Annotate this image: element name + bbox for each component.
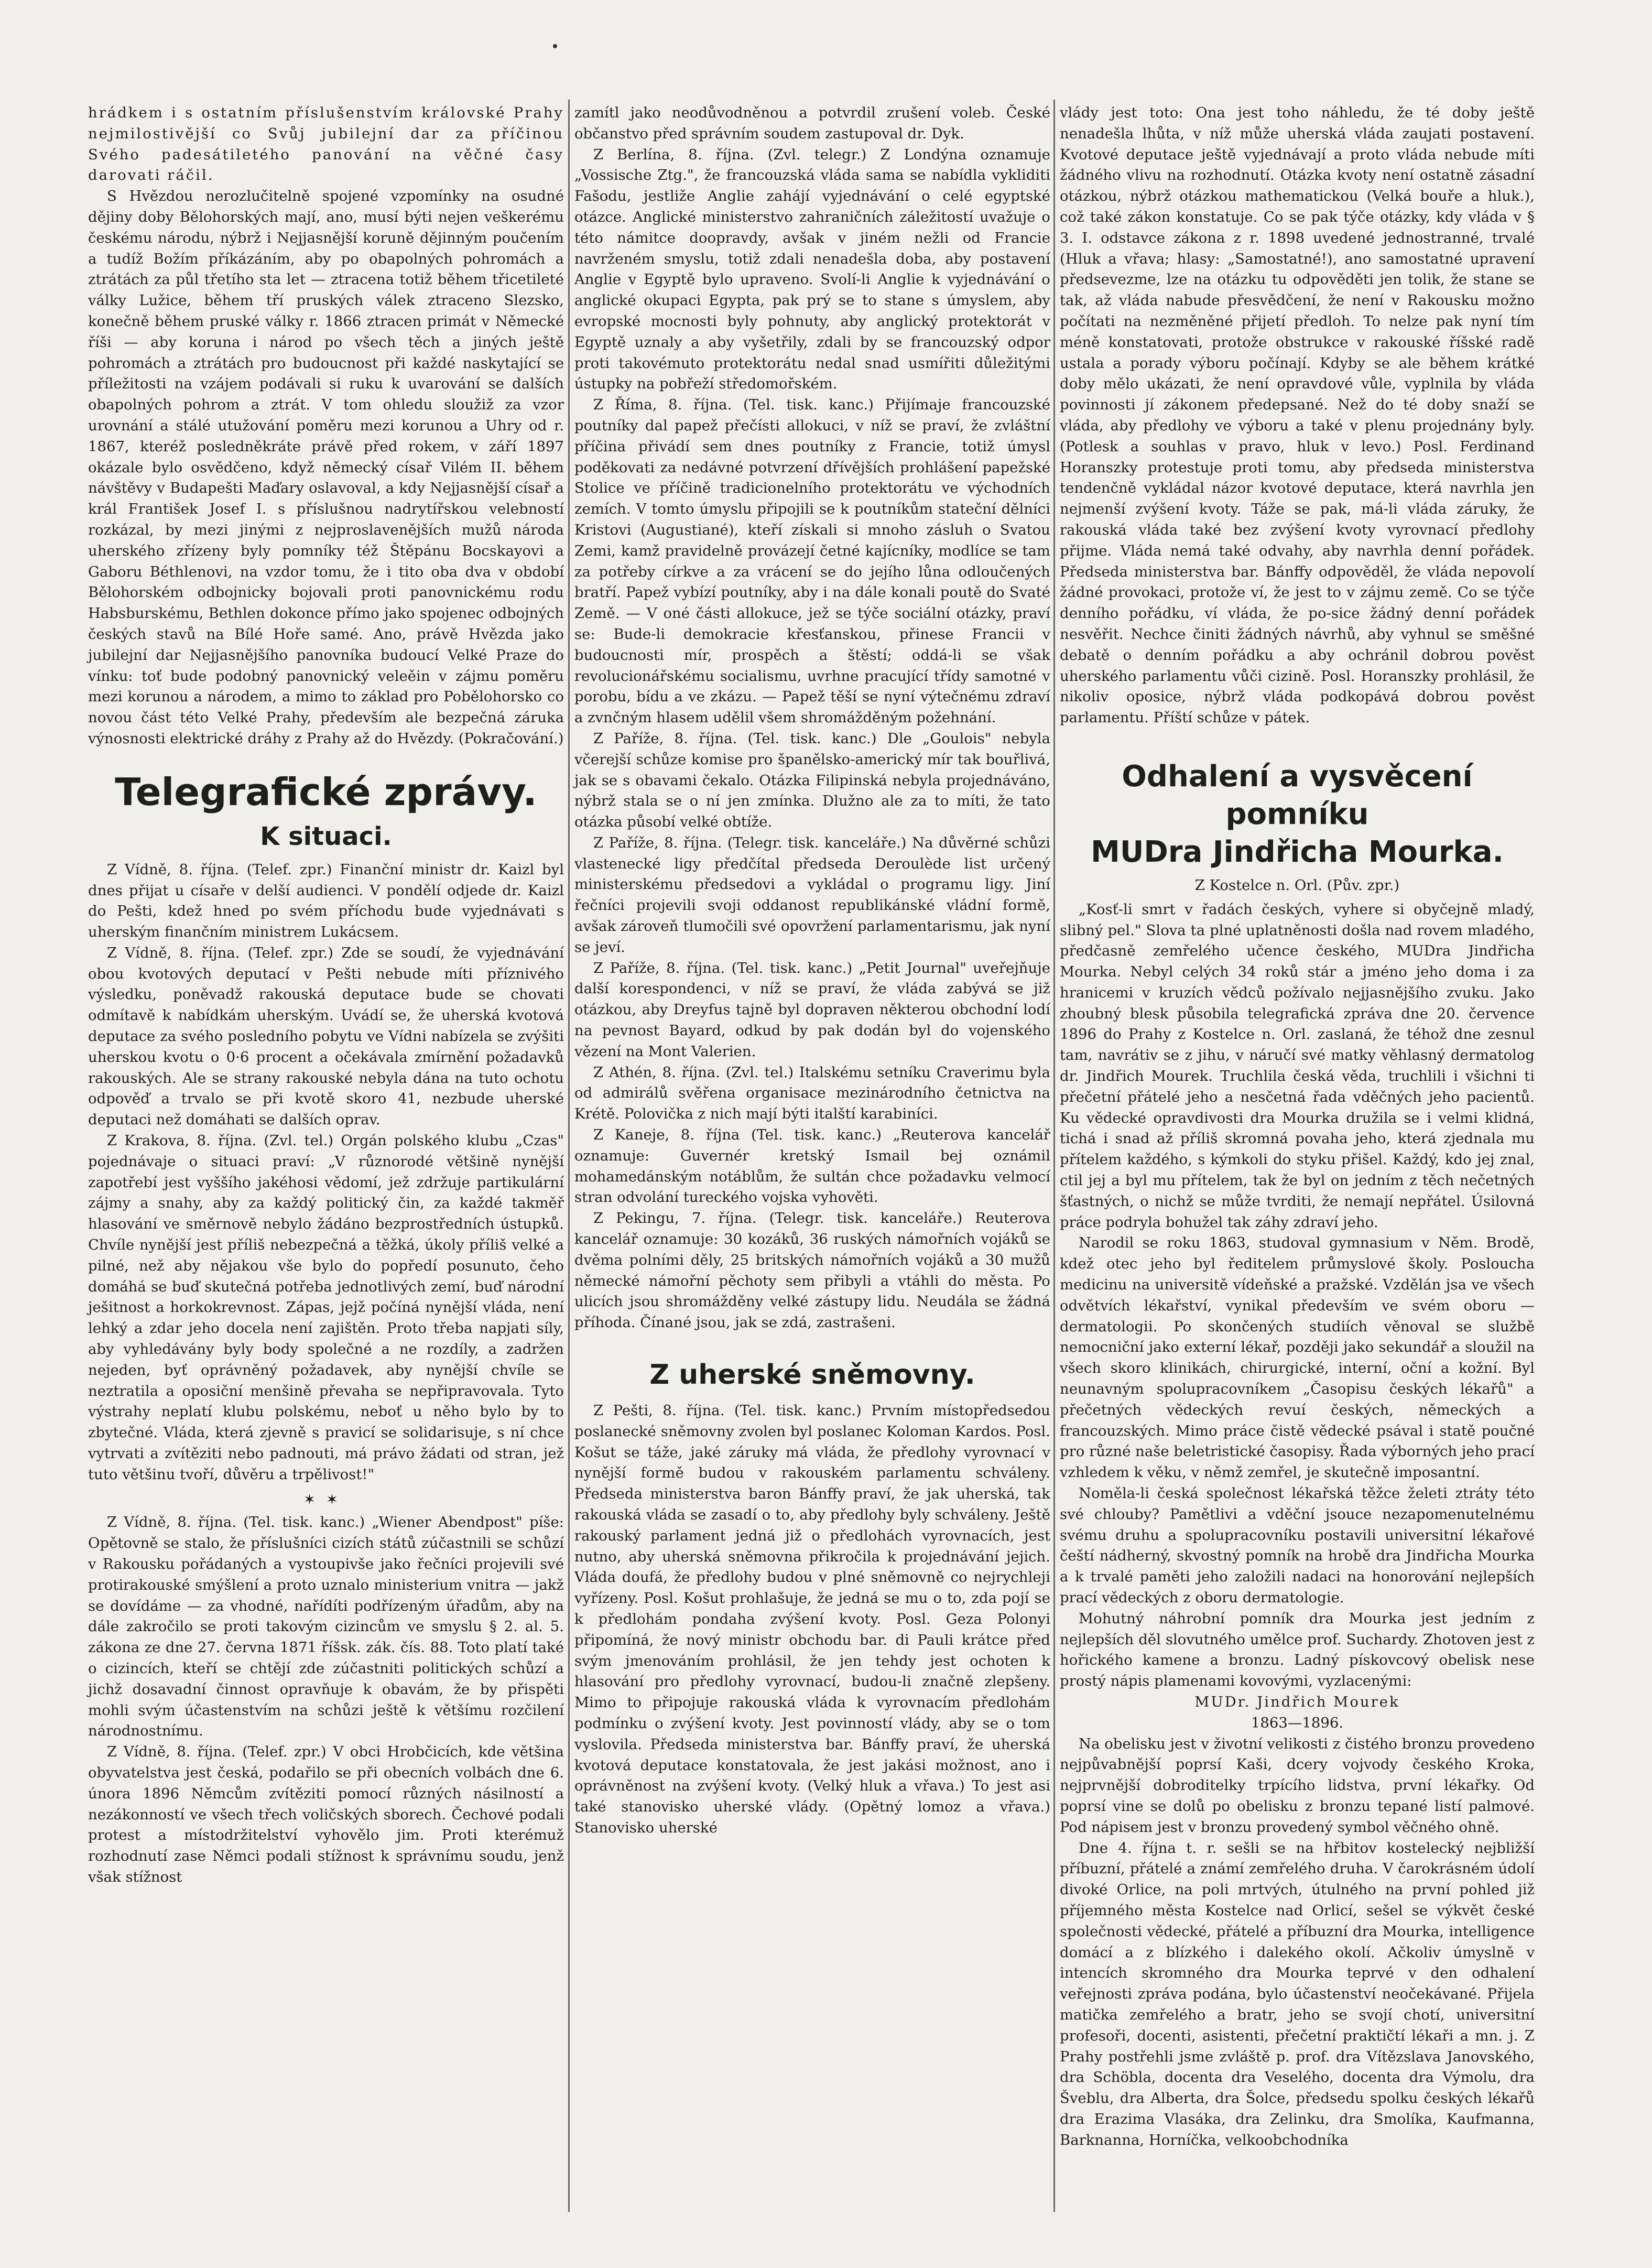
- section-title-hungarian-diet: Z uherské sněmovny.: [649, 1359, 975, 1391]
- news-item: Z Pekingu, 7. října. (Telegr. tisk. kanceláře.) Reuterova kancelář oznamuje: 30 kozáků, 36 ruských námořních vojáků se dvěma polními děly, 25 britských námořních vojáků a 30 mužů německé námořní pěchoty sem přibyli a vtáhli do města. Po ulicích jsou shromážděny velké zástupy lidu. Neudála se žádná příhoda. Čínané jsou, jak se zdá, zastrašeni.: [574, 1210, 1050, 1331]
- page-mark: [553, 44, 557, 48]
- news-item: Z Kaneje, 8. října (Tel. tisk. kanc.) „Reuterova kancelář oznamuje: Guvernér kretský Ismail bej oznámil mohamedánským notáblům, že sultán chce požadavku velmocí stran odvolání tureckého vojska vyhověti.: [574, 1126, 1050, 1206]
- news-item: Z Vídně, 8. října. (Telef. zpr.) V obci Hrobčicích, kde většina obyvatelstva jest česká, podařilo se při obecních volbách dne 6. února 1896 Němcům zvítěziti pomocí různých násilností a nezákonností ve všech třech voličských sborech. Čechové podali protest a místodržitelství vyhovělo jim. Proti kterémuž rozhodnutí zase Němci podali stížnost k správnímu soudu, jenž však stížnost: [88, 1743, 564, 1885]
- news-item: Z Paříže, 8. října. (Tel. tisk. kanc.) Dle „Goulois" nebyla včerejší schůze komise pro španělsko-americký mír tak bouřlivá, jak se s obavami čekalo. Otázka Filipinská nebyla projednáváno, nýbrž stala se o ní jen zmínka. Dlužno ale za to míti, že tato otázka působí velké obtíže.: [574, 730, 1050, 831]
- continuation-note: (Pokračování.): [458, 730, 564, 747]
- inscription-years: 1863—1896.: [1251, 1714, 1344, 1731]
- news-item: zamítl jako neodůvodněnou a potvrdil zrušení voleb. České občanstvo před správním soudem zastupoval dr. Dyk.: [574, 104, 1050, 142]
- article-paragraph: Narodil se roku 1863, studoval gymnasium v Něm. Brodě, kdež otec jeho byl ředitelem průmyslové školy. Posloucha medicinu na universitě vídeňské a pražské. Vzdělán jsa ve všech odvětvích lékařství, vynikal především ve svém oboru — dermatologii. Po skončených studiích věnoval se službě nemocniční jako externí lékař, později jako sekundář a sloužil na všech skoro klinikách, chirurgické, interní, oční a kožní. Byl neunavným spolupracovníkem „Časopisu českých lékařů" a přečetných vědeckých revuí českých, německých a francouzských. Mimo práce čistě vědecké psával i statě poučné pro různé naše beletristické časopisy. Řada výborných jeho prací vzhledem k věku, v němž zemřel, je skutečně imposantní.: [1060, 1234, 1535, 1481]
- article-title-line-1: Odhalení a vysvěcení pomníku: [1122, 759, 1473, 831]
- section-title-telegraph: Telegrafické zprávy.: [115, 769, 537, 814]
- news-item: Z Krakova, 8. října. (Zvl. tel.) Orgán polského klubu „Czas" pojednávaje o situaci praví: „V různorodé většině nynější zapotřebí jest vyššího jakéhosi vědomí, jež zdržuje partikulární zájmy a snahy, aby za každý politický čin, za každé takměř hlasování ve směrnově nebylo žádáno bezprostředních ústupků. Chvíle nynější jest příliš nebezpečná a těžká, úkoly příliš velké a pilné, než aby nějakou vše bylo do popředí posunuto, čeho domáhá se buď skutečná potřeba jednotlivých zemí, buď národní ješitnost a horkokrevnost. Zápas, jejž počíná nynější vláda, není lehký a zdar jeho docela není zajištěn. Proto třeba napjati síly, aby vyhledávány byly body společné a ne rozdíly, a zadržen nejeden, byť oprávněný požadavek, aby nynější chvíle se neztratila a oposiční menšině převaha se nepřipravovala. Tyto výstrahy neplatí klubu polskému, neboť u něho bylo by to zbytečné. Vláda, která zjevně s pravicí se solidarisuje, s ní chce vytrvati a zvítěziti nebo padnouti, má právo žádati od stran, jež tuto většinu tvoří, důvěru a trpělivost!": [88, 1132, 564, 1483]
- column-1: [88, 103, 564, 1888]
- article-paragraph: Mohutný náhrobní pomník dra Mourka jest jedním z nejlepších děl slovutného umělce prof. Suchardy. Zhotoven jest z hořického kamene a bronzu. Ladný pískovcový obelisk nese prostý nápis plamenami kovovými, vyzlacenými:: [1060, 1610, 1535, 1690]
- article-title-line-2: MUDra Jindřicha Mourka.: [1091, 834, 1504, 869]
- article-paragraph: hrádkem i s ostatním příslušenstvím královské Prahy nejmilostivější co Svůj jubilejní dar za příčinou Svého padesátiletého panování na věčné časy darovati ráčil.: [88, 104, 564, 184]
- article-paragraph: [88, 186, 564, 750]
- news-item: Z Vídně, 8. října. (Tel. tisk. kanc.) „Wiener Abendpost" píše: Opětovně se stalo, že příslušníci cizích států zúčastnili se schůzí v Rakousku pořádaných a vystoupivše jako řečníci projevili své protirakouské smýšlení a proto uznalo ministerium vnitra — jakž se dovídáme — za vhodné, nařídíti podřízeným úřadům, aby na dále zakročilo se proti takovým cizincům ve smyslu § 2. al. 5. zákona ze dne 27. června 1871 říšsk. zák. čís. 88. Toto platí také o cizincích, kteří se chtějí zde zúčastniti politických schůzí a jichž dosavadní činnost opravňuje k obavám, že by přispěti mohli svým účastenstvím na schůzi ještě k většímu rozčilení národnostnímu.: [88, 1514, 564, 1740]
- news-item: vlády jest toto: Ona jest toho náhledu, že té doby ještě nenadešla lhůta, v níž může uherská vláda zaujati postavení. Kvotové deputace ještě vyjednávají a proto vláda nebude míti žádného vlivu na rozhodnutí. Otázka kvoty není ostatně zásadní otázkou, nýbrž otázkou mathematickou (Velká bouře a hluk.), což také zákon konstatuje. Co se pak týče otázky, kdy vláda v § 3. I. odstavce zákona z r. 1898 uvedené jednostranné, trvalé (Hluk a vřava; hlasy: „Samostatné!), ano samostatné upravení předsevezme, lze na otázku tu odpověděti jen tolik, že stane se tak, až vláda nabude přesvědčení, že není v Rakousku možno počítati na nezměněné přijetí předloh. To nelze pak nyní tím méně konstatovati, protože obstrukce v rakouské říšské radě ustala a porady výboru počínají. Kdyby se ale během krátké doby mělo ukázati, že není opravdové vůle, vyplnila by vláda povinnosti jí zákonem předepsané. Než do té doby snaží se vláda, aby předlohy ve výboru a také v plenu projednány byly. (Potlesk a souhlas v pravo, hluk v levo.) Posl. Ferdinand Horanszky protestuje proti tomu, aby předseda ministerstva tendenčně vykládal názor kvotové deputace, která navrhla jen nejmenší zvýšení kvoty. Táže se pak, má-li vláda záruky, že rakouská vláda také bez zvýšení kvoty vyrovnací předlohy přijme. Vláda nemá také odvahy, aby navrhla denní pořádek. Předseda ministerstva bar. Bánffy odpověděl, že vláda nepovolí žádné provokaci, protože ví, že jest to v zájmu země. Co se týče denního pořádku, ví vláda, že po-sice žádný denní pořádek nesvěřit. Nechce činiti žádných návrhů, aby vyhnul se směšné debatě o denním pořádku a aby ochránil dobrou pověst uherského parlamentu vůči cizině. Posl. Horanszky prohlásil, že nikoliv oposice, nýbrž vláda podkopává dobrou pověst parlamentu. Příští schůze v pátek.: [1060, 104, 1535, 726]
- news-item: Z Berlína, 8. října. (Zvl. telegr.) Z Londýna oznamuje „Vossische Ztg.", že francouzská vláda sama se nabídla vykliditi Fašodu, jestliže Anglie zahájí vyjednávání o celé egyptské otázce. Anglické ministerstvo zahraničních záležitostí uvažuje o této námitce doopravdy, avšak v jiném nežli od Francie navrženém smyslu, totiž zdali nenadešla doba, aby postavení Anglie v Egyptě bylo upraveno. Svolí-li Anglie k vyjednávání o anglické okupaci Egypta, pak prý se to stane s úmyslem, aby evropské mocnosti byly pohnuty, aby anglický protektorát v Egyptě uznaly a aby vyšetřily, zdali by se francouzský odpor proti takovémuto protektorátu nedal snad usmířiti důležitými ústupky na pobřeží středomořském.: [574, 146, 1050, 393]
- news-item: Z Paříže, 8. října. (Telegr. tisk. kanceláře.) Na důvěrné schůzi vlastenecké ligy předčítal předseda Deroulède list určený ministerskému předsedovi a vykládal o programu ligy. Jiní řečníci projevili svoji oddanost republikánské vládní formě, avšak zároveň tlumočili své opovržení parlamentarismu, jak nyní se jeví.: [574, 834, 1050, 956]
- news-item: Z Vídně, 8. října. (Telef. zpr.) Finanční ministr dr. Kaizl byl dnes přijat u císaře v delší audienci. V pondělí odjede dr. Kaizl do Pešti, kdež hned po svém příchodu bude vyjednávati s uherským finančním ministrem Lukácsem.: [88, 861, 564, 941]
- news-item: Z Vídně, 8. října. (Telef. zpr.) Zde se soudí, že vyjednávání obou kvotových deputací v Pešti nebude míti příznivého výsledku, poněvadž rakouská deputace bude se chovati odmítavě k nabídkám uherským. Uvádí se, že uherská kvotová deputace za svého posledního pobytu ve Vídni nabízela se zvýšiti uherskou kvotu o 0·6 procent a očekávala zmírnění požadavků rakouských. Ale se strany rakouské nebyla dána na tuto ochotu odpověď a trvalo se při kvotě skoro 41, nezbude uherské deputaci než domáhati se dalších oprav.: [88, 944, 564, 1128]
- column-3: [1060, 103, 1535, 2151]
- news-item: Z Athén, 8. října. (Zvl. tel.) Italskému setníku Craverimu byla od admirálů svěřena organisace mezinárodního četnictva na Krétě. Polovička z nich mají býti italští karabiníci.: [574, 1064, 1050, 1123]
- article-paragraph: Na obelisku jest v životní velikosti z čistého bronzu provedeno nejpůvabnější poprsí Kaši, dcery vojvody českého Kroka, nejprvnější dobroditelky trpícího lidstva, první lékařky. Od poprsí vine se dolů po obelisku z bronzu tepané listí palmové. Pod nápisem jest v bronzu provedený symbol věčného ohně.: [1060, 1735, 1535, 1836]
- news-item: Z Paříže, 8. října. (Tel. tisk. kanc.) „Petit Journal" uveřejňuje další korespondenci, v níž se praví, že vláda zabývá se již otázkou, aby Dreyfus tajně byl dopraven některou obchodní lodí na pevnost Bayard, odkud by pak dodán byl do vojenského vězení na Mont Valerien.: [574, 959, 1050, 1060]
- column-rule-1: [568, 100, 570, 2212]
- column-rule-2: [1053, 100, 1055, 2212]
- column-2: [574, 103, 1050, 1839]
- news-item: Z Říma, 8. října. (Tel. tisk. kanc.) Přijímaje francouzské poutníky dal papež přečísti allokuci, v níž se praví, že zvláštní příčina přivádí sem dnes poutníky z Francie, totiž úmysl poděkovati za nedávné potvrzení dřívějších prohlášení papežské Stolice ve příčině tradicionelního protektorátu ve východních zemích. V tomto úmyslu připojili se k poutníkům stateční dělníci Kristovi (Augustiané), kteří získali si mnoho zásluh o Svatou Zemi, kamž pravidelně provázejí četné kajícníky, modlíce se tam za potřeby církve a za vrácení se do jejího lůna odloučených bratří. Papež vybízí poutníky, aby i na dále konali poutě do Svaté Země. — V oné části allokuce, jež se týče sociální otázky, praví se: Bude-li demokracie křesťanskou, přinese Francii v budoucnosti mír, prospěch a štěstí; oddá-li se však revolucionářskému socialismu, uvrhne pracující třídy samotné v porobu, bídu a ve zkázu. — Papež těší se nyní výtečnému zdraví a zvnčným hlasem udělil všem shromážděným požehnání.: [574, 396, 1050, 726]
- article-paragraph: Noměla-li česká společnost lékařská těžce želeti ztráty této své chlouby? Pamětlivi a vděční jsouce nezapomenutelnému svému druhu a spolupracovníku postavili universitní lékařové čeští nádherný, skvostný pomník na hrobě dra Jindřicha Mourka a k trvalé paměti jeho založili nadaci na honorování nejlepších prací vědeckých z oboru dermatologie.: [1060, 1485, 1535, 1606]
- article-paragraph: Dne 4. října t. r. sešli se na hřbitov kostelecký nejbližší příbuzní, přátelé a známí zemřelého druha. V čarokrásném údolí divoké Orlice, na poli mrtvých, útulného na první pohled již příjemného města Kostelce nad Orlicí, sešel se výkvět české společnosti vědecké, přátelé a příbuzní dra Mourka, intelligence domácí a z blízkého i dalekého okolí. Ačkoliv úmyslně v intencích skromného dra Mourka teprvé v den odhalení veřejnosti zpráva podána, bylo účastenství neočekávané. Přijela matička zemřelého a bratr, jeho se svojí chotí, universitní profesoři, docenti, asistenti, přečetní praktičtí lékaři a mn. j. Z Prahy postřehli jsme zvláště p. prof. dra Vítězslava Janovského, dra Schöbla, docenta dra Veselého, docenta dra Výmolu, dra Šveblu, dra Alberta, dra Šolce, předsedu spolku českých lékařů dra Erazima Vlasáka, dra Zelinku, dra Smolíka, Kaufmanna, Barknanna, Horníčka, velkoobchodníka: [1060, 1839, 1535, 2148]
- inscription-name: MUDr. Jindřich Mourek: [1194, 1693, 1400, 1710]
- article-text: S Hvězdou nerozlučitelně spojené vzpomínky na osudné dějiny doby Bělohorských mají, ano, musí býti nejen veškerému českému národu, nýbrž i Nejjasnější koruně dějinným poučením a tudíž Božím příkázáním, aby po obapolných pohromách a ztrátách za půl třetího sta let — ztracena totiž během třicetileté války Lužice, během tří pruských válek ztraceno Slezsko, konečně během pruské války r. 1866 ztracen primát v Německé říši — aby koruna i národ po všech těch a jiných ještě pohromách a ztrátách pro budoucnost při každé naskytající se příležitosti na vzájem podávali si ruku k uvarování se dalších obapolných pohrom a ztrát. V tom ohledu sloužiž za vzor urovnání a stálé utužování poměru mezi korunou a Uhry od r. 1867, kteréž posledněkráte právě před rokem, v září 1897 okázale bylo osvědčeno, když německý císař Vilém II. během návštěvy v Budapešti Maďary oslavoval, a kdy Nejjasnější císař a král František Josef I. s příslušnou nadrytířskou velebností rozkázal, by mezi jinými z nejproslavenějších mužů národa uherského zřízeny byly pomníky též Štěpánu Bocskayovi a Gaboru Béthlenovi, na vzdor tomu, že i tito oba dva v období Bělohorském odbojnicky bojovali proti panovnickému rodu Habsburskému, Bethlen dokonce přímo jako spojenec odbojných českých stavů na Bílé Hoře samé. Ano, právě Hvězda jako jubilejní dar Nejjasnějšího panovníka budoucí Velké Praze do vínku: toť bude podobný panovnický veleěin v zájmu poměru mezi korunou a národem, a mimo to základ pro Pobělohorsko co novou část této Velké Prahy, především ale bezpečná záruka výnosnosti elektrické dráhy z Prahy až do Hvězdy.: [88, 188, 564, 747]
- article-byline: Z Kostelce n. Orl. (Pův. zpr.): [1194, 876, 1400, 894]
- section-subtitle-situation: K situaci.: [260, 821, 392, 851]
- separator-stars: ✶✶: [303, 1491, 349, 1508]
- news-item: Z Pešti, 8. října. (Tel. tisk. kanc.) Prvním místopředsedou poslanecké sněmovny zvolen byl poslanec Koloman Kardos. Posl. Košut se táže, jaké záruky má vláda, že předlohy vyrovnací v nynější formě budou v rakouském parlamentu schváleny. Předseda ministerstva baron Bánffy praví, že jak uherská, tak rakouská vláda se zasadí o to, aby předlohy byly schváleny. Ještě rakouský parlament jedná již o předlohách vyrovnacích, jest nutno, aby uherská sněmovna přikročila k projednávání jejich. Vláda doufá, že předlohy budou v plné sněmovně co nejrychleji vyřízeny. Posl. Košut prohlašuje, že jedná se mu o to, zda pojí se k předlohám pondaha zvýšení kvoty. Posl. Geza Polonyi připomíná, že nový ministr obchodu bar. di Pauli krátce před svým jmenováním prohlásil, že jen tehdy jest ochoten k hlasování pro předlohy vyrovnací, budou-li značně zlepšeny. Mimo to připojuje rakouská vláda k vyrovnacím předlohám podmínku o zvýšení kvoty. Jest povinností vlády, aby se o tom vyslovila. Předseda ministerstva bar. Bánffy praví, že uherská kvotová deputace konstatovala, že jest jakási možnost, ano i oprávněnost na zvýšení kvoty. (Velký hluk a vřava.) To jest asi také stanovisko uherské vlády. (Opětný lomoz a vřava.) Stanovisko uherské: [574, 1402, 1050, 1836]
- article-paragraph: „Kosť-li smrt v řadách českých, vyhere si obyčejně mladý, slibný pel." Slova ta plné uplatněnosti došla nad rovem mladého, předčasně zemřelého učence českého, MUDra Jindřicha Mourka. Nebyl celých 34 roků stár a jméno jeho doma i za hranicemi v kruzích vědců požívalo nejjasnějšího zvuku. Jako zhoubný blesk působila telegrafická zpráva dne 20. července 1896 do Prahy z Kostelce n. Orl. zaslaná, že téhož dne zesnul tam, navrátiv se z jihu, v náručí své matky věhlasný dermatolog dr. Jindřich Mourek. Truchlila česká věda, truchlili i všichni ti přečetní přátelé jeho a nesčetná řada vděčných jeho pacientů. Ku vědecké opravdivosti dra Mourka družila se i velmi klidná, tichá i snad až příliš skromná povaha jeho, která zjednala mu přítelem každého, s kýmkoli do styku přišel. Každý, kdo jej znal, ctil jej a byl mu přítelem, tak že byl on jedním z těch nečetných šťastných, o nichž se může tvrditi, že nemají nepřátel. Úsilovná práce podryla bohužel tak záhy zdraví jeho.: [1060, 900, 1535, 1231]
